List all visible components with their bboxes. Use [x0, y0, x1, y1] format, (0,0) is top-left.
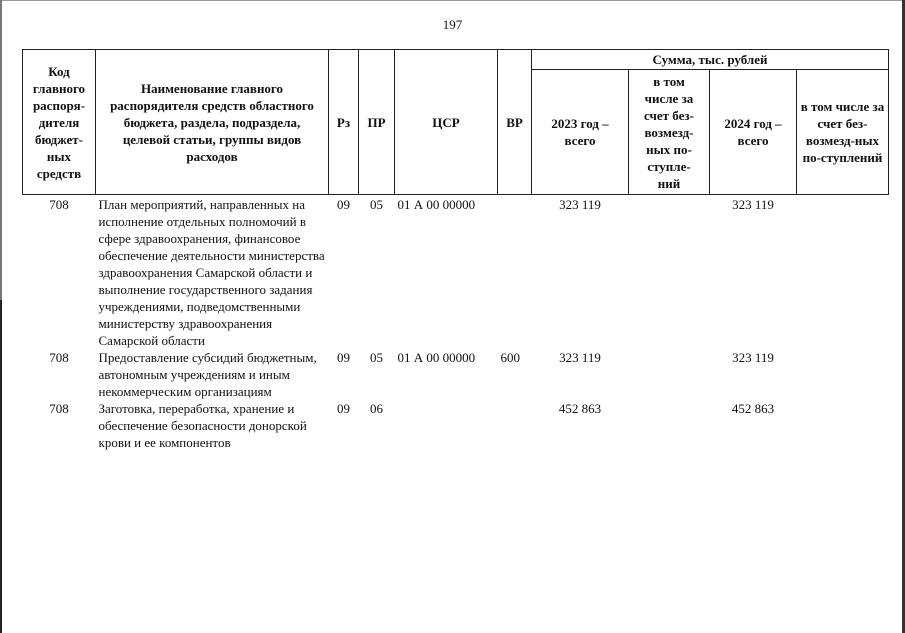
cell-pr: 06: [370, 401, 383, 416]
table-row: [23, 349, 889, 400]
cell-rz: 09: [337, 350, 350, 365]
page-number: 197: [442, 17, 463, 32]
cell-name: План мероприятий, направленных на исполнение отдельных полномочий в сфере здравоохранения, финансовое обеспечение деятельности министерства здравоохранения Самарской области и выполнение государственного задания учреждениями, подведомственными министерству здравоохранения Самарской области: [98, 197, 325, 348]
cell-2023-total: 323 119: [559, 350, 601, 365]
header-2023-grants: в том числе за счет без-возмезд-ных по-ступле-ний: [629, 70, 710, 195]
header-2024-total: 2024 год – всего: [710, 70, 797, 195]
cell-csr: [395, 400, 498, 451]
cell-2023-grants: [629, 195, 710, 350]
cell-rz: 09: [337, 197, 350, 212]
cell-2024-total: 452 863: [731, 401, 775, 416]
header-name: Наименование главного распорядителя средств областного бюджета, раздела, подраздела, целевой статьи, группы видов расходов: [96, 50, 329, 195]
cell-code: 708: [49, 350, 69, 365]
cell-2023-total: 452 863: [558, 401, 602, 416]
header-code: Код главного распоря-дителя бюджет-ных средств: [23, 50, 96, 195]
cell-vr: 600: [500, 350, 520, 365]
page-edge-top: [0, 0, 905, 1]
cell-2024-total: 323 119: [732, 197, 774, 212]
header-2024-grants: в том числе за счет без-возмезд-ных по-ступлений: [797, 70, 889, 195]
cell-rz: 09: [337, 401, 350, 416]
cell-csr: 01 А 00 00000: [397, 350, 476, 365]
cell-name: Заготовка, переработка, хранение и обеспечение безопасности донорской крови и ее компонентов: [98, 401, 307, 450]
cell-pr: 05: [370, 350, 383, 365]
header-2023-total: 2023 год – всего: [532, 70, 629, 195]
header-rz: Рз: [329, 50, 359, 195]
cell-pr: 05: [370, 197, 383, 212]
header-csr: ЦСР: [395, 50, 498, 195]
table-row: [23, 400, 889, 451]
budget-table: [22, 49, 889, 451]
cell-2024-grants: [797, 195, 889, 350]
cell-code: 708: [49, 197, 69, 212]
cell-name: Предоставление субсидий бюджетным, автономным учреждениям и иным некоммерческим организациям: [98, 350, 317, 399]
header-pr: ПР: [359, 50, 395, 195]
cell-vr: [498, 400, 532, 451]
header-vr: ВР: [498, 50, 532, 195]
cell-vr: [498, 195, 532, 350]
table-row: [23, 195, 889, 350]
cell-2023-grants: [629, 349, 710, 400]
cell-2024-grants: [797, 349, 889, 400]
page-edge-left-shadow: [0, 300, 2, 633]
cell-2023-total: 323 119: [559, 197, 601, 212]
header-sum-group: Сумма, тыс. рублей: [532, 50, 889, 70]
cell-2024-grants: [797, 400, 889, 451]
cell-csr: 01 А 00 00000: [397, 197, 476, 212]
cell-code: 708: [49, 401, 69, 416]
cell-2023-grants: [629, 400, 710, 451]
cell-2024-total: 323 119: [732, 350, 774, 365]
